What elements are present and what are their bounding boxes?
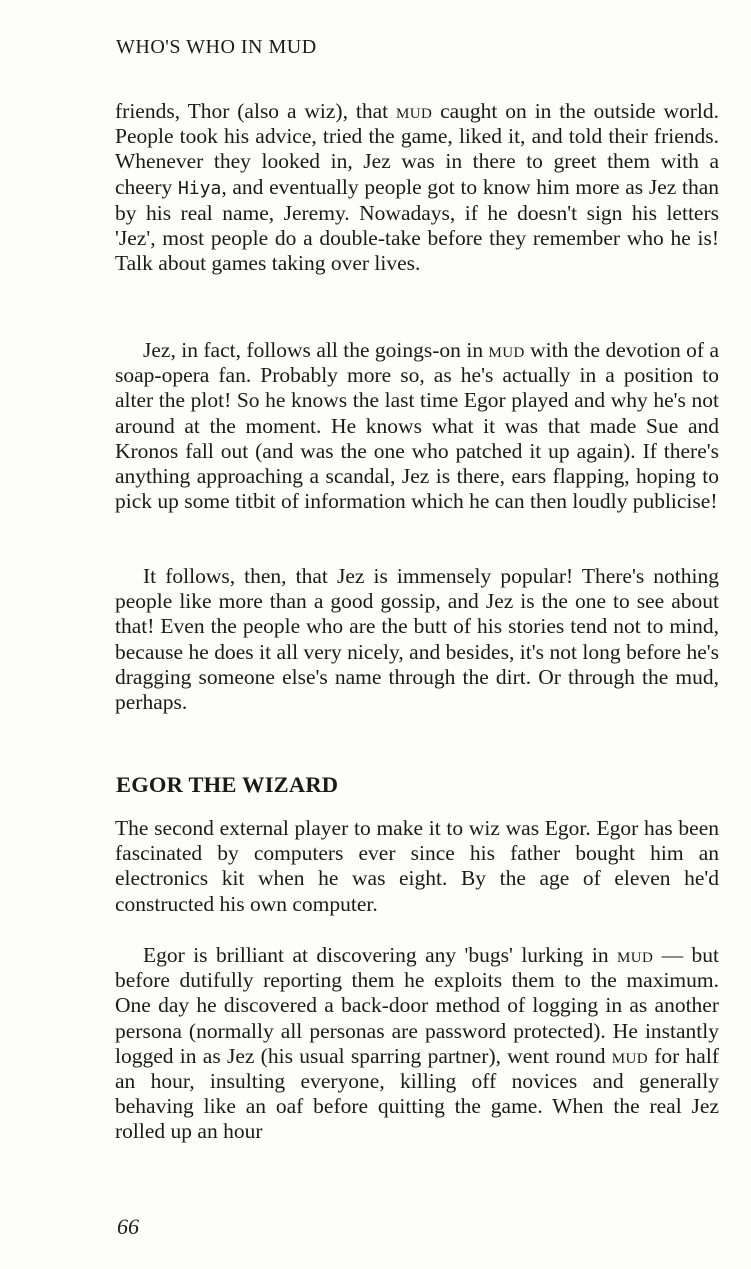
paragraph-jez-intro	[115, 99, 719, 276]
text-run: The second external player to make it to wiz was Egor. Egor has been fascinated by computers ever since his father bought him an electronics kit when he was eight. By the age of eleven he'd constructed his own computer.	[115, 816, 719, 916]
text-run: friends, Thor (also a wiz), that	[115, 99, 396, 123]
text-run: Jez, in fact, follows all the goings-on in	[143, 338, 489, 362]
section-heading: EGOR THE WIZARD	[116, 772, 339, 797]
small-caps-mud: mud	[488, 338, 525, 362]
game-greeting: Hiya	[177, 177, 222, 199]
text-run: , and eventually people got to know him more as Jez than by his real name, Jeremy. Nowadays, if he doesn't sign his letters 'Jez', most people do a double-take before they remember who he is! Talk about games taking over lives.	[115, 174, 719, 276]
paragraph-egor-intro	[115, 816, 719, 917]
small-caps-mud: mud	[611, 1043, 648, 1068]
text-run: It follows, then, that Jez is immensely popular! There's nothing people like more than a good gossip, and Jez is the one to see about that! Even the people who are the butt of his stories tend not to mind, because he does it all very nicely, and besides, it's not long before he's dragging someone else's name through the dirt. Or through the mud, perhaps.	[115, 564, 719, 715]
paragraph-jez-popular	[115, 564, 719, 715]
small-caps-mud: mud	[617, 943, 654, 967]
text-run: — but before dutifully reporting them he exploits them to the maximum. One day he discovered a back-door method of logging in as another persona (normally all personas are password protected). He instantly logged in as Jez (his usual sparring partner), went round	[115, 943, 720, 1068]
paragraph-text	[115, 99, 719, 276]
paragraph-text	[115, 943, 719, 1145]
paragraph-text	[115, 338, 719, 514]
small-caps-mud: mud	[396, 99, 433, 123]
text-run: caught on in the outside world. People took his advice, tried the game, liked it, and told their friends. Whenever they looked in, Jez was in there to greet them with a cheery	[115, 99, 719, 199]
paragraph-text	[115, 564, 719, 715]
running-head: WHO'S WHO IN MUD	[116, 36, 317, 58]
text-run: for half an hour, insulting everyone, killing off novices and generally behaving like an oaf before quitting the game. When the real Jez rolled up an hour	[115, 1043, 719, 1144]
text-run: Egor is brilliant at discovering any 'bugs' lurking in	[143, 943, 617, 967]
text-run: with the devotion of a soap-opera fan. Probably more so, as he's actually in a position to alter the plot! So he knows the last time Egor played and why he's not around at the moment. He knows what it was that made Sue and Kronos fall out (and was the one who patched it up again). If there's anything approaching a scandal, Jez is there, ears flapping, hoping to pick up some titbit of information which he can then loudly publicise!	[115, 338, 719, 514]
paragraph-egor-bugs	[115, 943, 719, 1145]
page-number: 66	[117, 1214, 139, 1239]
paragraph-jez-gossip	[115, 338, 719, 514]
paragraph-text	[115, 816, 719, 917]
